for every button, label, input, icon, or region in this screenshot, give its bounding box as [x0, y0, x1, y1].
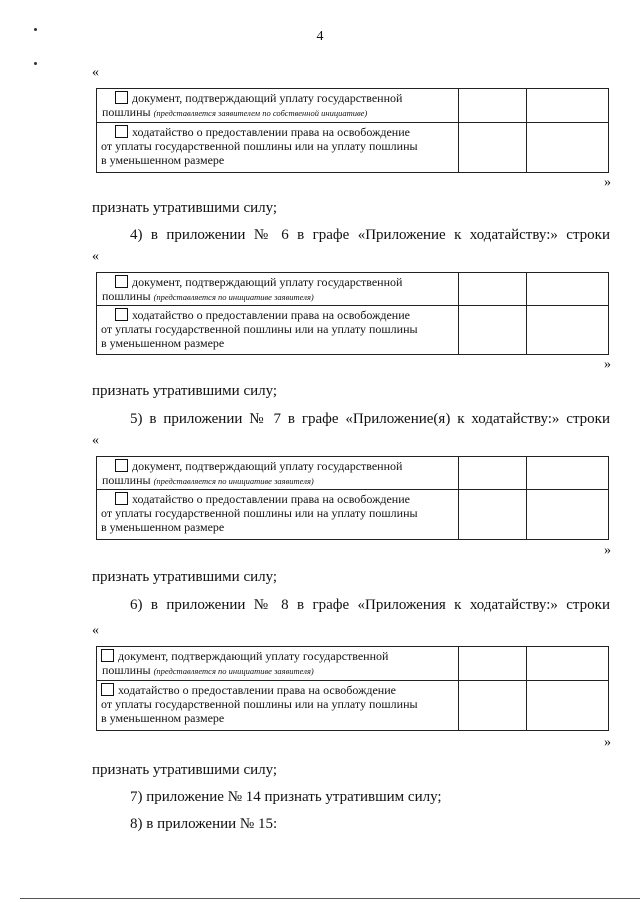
table-cell-empty — [527, 681, 609, 731]
scan-speck — [34, 62, 37, 65]
quote-close: » — [604, 175, 611, 190]
table-cell-empty — [459, 647, 527, 681]
table-cell-empty — [527, 306, 609, 355]
table-cell-empty — [459, 123, 527, 173]
paragraph-recognize-invalid: признать утратившими силу; — [92, 200, 278, 216]
table-cell-document: документ, подтверждающий уплату государственной пошлины (представляется по инициативе заявителя) — [97, 647, 459, 681]
table-cell-empty — [459, 306, 527, 355]
checkbox-document[interactable] — [115, 91, 128, 104]
checkbox-document[interactable] — [115, 459, 128, 472]
quote-close: » — [604, 543, 611, 558]
table-cell-petition: ходатайство о предоставлении права на освобождение от уплаты государственной пошлины или на уплату пошлины в уменьшенном размере — [97, 681, 459, 731]
checkbox-petition[interactable] — [101, 683, 114, 696]
quote-open: « — [92, 249, 99, 264]
quote-open: « — [92, 65, 99, 80]
scan-speck — [34, 28, 37, 31]
table-cell-empty — [527, 123, 609, 173]
paragraph-recognize-invalid: признать утратившими силу; — [92, 383, 278, 399]
paragraph-item-4: 4) в приложении № 6 в графе «Приложение к ходатайству:» строки — [130, 227, 610, 243]
attachments-table-1 — [96, 88, 609, 173]
paragraph-recognize-invalid: признать утратившими силу; — [92, 762, 278, 778]
checkbox-petition[interactable] — [115, 492, 128, 505]
quote-close: » — [604, 357, 611, 372]
table-cell-empty — [527, 457, 609, 490]
checkbox-document[interactable] — [115, 275, 128, 288]
table-cell-empty — [527, 490, 609, 540]
paragraph-item-6: 6) в приложении № 8 в графе «Приложения к ходатайству:» строки — [130, 597, 610, 613]
page-number: 4 — [316, 29, 324, 44]
table-cell-document: документ, подтверждающий уплату государственной пошлины (представляется по инициативе заявителя) — [97, 273, 459, 306]
table-cell-document: документ, подтверждающий уплату государственной пошлины (представляется заявителем по собственной инициативе) — [97, 89, 459, 123]
table-cell-empty — [459, 681, 527, 731]
table-cell-empty — [459, 490, 527, 540]
checkbox-document[interactable] — [101, 649, 114, 662]
attachments-table-3 — [96, 456, 609, 540]
table-cell-empty — [459, 273, 527, 306]
quote-open: « — [92, 623, 99, 638]
quote-close: » — [604, 735, 611, 750]
table-cell-petition: ходатайство о предоставлении права на освобождение от уплаты государственной пошлины или на уплату пошлины в уменьшенном размере — [97, 490, 459, 540]
table-cell-empty — [527, 647, 609, 681]
attachments-table-2 — [96, 272, 609, 355]
checkbox-petition[interactable] — [115, 125, 128, 138]
table-cell-empty — [527, 89, 609, 123]
table-cell-document: документ, подтверждающий уплату государственной пошлины (представляется по инициативе заявителя) — [97, 457, 459, 490]
paragraph-item-7: 7) приложение № 14 признать утратившим силу; — [130, 789, 442, 805]
table-cell-empty — [459, 457, 527, 490]
page-bottom-edge — [20, 898, 640, 899]
attachments-table-4 — [96, 646, 609, 731]
paragraph-item-5: 5) в приложении № 7 в графе «Приложение(я) к ходатайству:» строки — [130, 411, 610, 427]
table-cell-petition: ходатайство о предоставлении права на освобождение от уплаты государственной пошлины или на уплату пошлины в уменьшенном размере — [97, 306, 459, 355]
paragraph-recognize-invalid: признать утратившими силу; — [92, 569, 278, 585]
quote-open: « — [92, 433, 99, 448]
table-cell-empty — [527, 273, 609, 306]
table-cell-empty — [459, 89, 527, 123]
table-cell-petition: ходатайство о предоставлении права на освобождение от уплаты государственной пошлины или на уплату пошлины в уменьшенном размере — [97, 123, 459, 173]
checkbox-petition[interactable] — [115, 308, 128, 321]
paragraph-item-8: 8) в приложении № 15: — [130, 816, 278, 832]
